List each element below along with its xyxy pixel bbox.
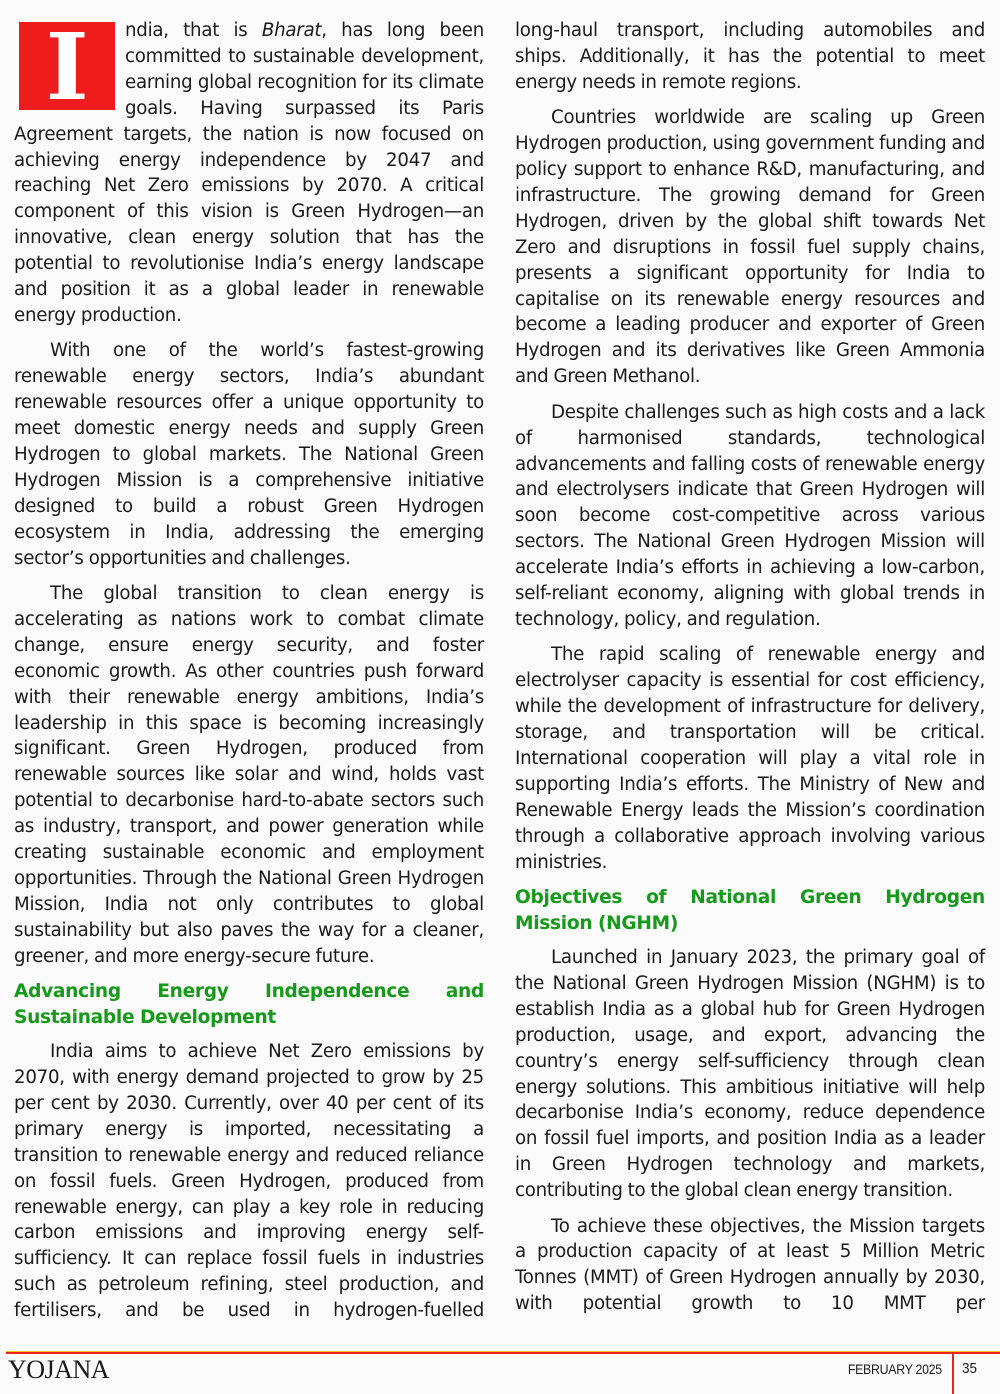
intro-text-rest: , has long been committed to sustainable development, earning global recognition for its climate goals. Having surpassed its Paris Agreement targets, the nation is now focused on achieving energy independence by 2047 and reaching Net Zero emissions by 2070. A critical component of this vision is Green Hydrogen—an innovative, clean energy solution that has the potential to revolutionise India’s energy landscape and position it as a global leader in renewable energy production. [14, 20, 484, 326]
paragraph: Despite challenges such as high costs and a lack of harmonised standards, technological advancements and falling costs of renewable energy and electrolysers indicate that Green Hydrogen will soon become cost-competitive across various sectors. The National Green Hydrogen Mission will accelerate India’s efforts in achieving a low-carbon, self-reliant economy, aligning with global trends in technology, policy, and regulation. [515, 401, 985, 630]
right-column [515, 18, 985, 1327]
paragraph: India aims to achieve Net Zero emissions by 2070, with energy demand projected to grow by 25 per cent by 2030. Currently, over 40 per cent of its primary energy is imported, necessitating a transition to renewable energy and reduced reliance on fossil fuels. Green Hydrogen, produced from renewable energy, can play a key role in reducing carbon emissions and improving energy self-sufficiency. It can replace fossil fuels in industries such as petroleum refining, steel production, and fertilisers, and be used in hydrogen-fuelled [14, 1041, 484, 1322]
paragraph: Launched in January 2023, the primary goal of the National Green Hydrogen Mission (NGHM) is to establish India as a global hub for Green Hydrogen production, usage, and export, advancing the country’s energy self-sufficiency through clean energy solutions. This ambitious initiative will help decarbonise India’s economy, reduce dependence on fossil fuel imports, and position India as a leader in Green Hydrogen technology and markets, contributing to the global clean energy transition. [515, 947, 985, 1202]
section-heading-energy-independence: Advancing Energy Independence and Sustainable Development [14, 981, 484, 1028]
intro-text-start: ndia, that is [125, 20, 262, 41]
intro-paragraph [14, 13, 484, 329]
left-column [14, 13, 484, 1334]
paragraph: long-haul transport, including automobiles and ships. Additionally, it has the potential to meet energy needs in remote regions. [515, 20, 985, 93]
page-number: 35 [962, 1360, 978, 1377]
issue-date: FEBRUARY 2025 [847, 1361, 942, 1377]
publication-name: YOJANA [8, 1355, 109, 1384]
paragraph: The global transition to clean energy is accelerating as nations work to combat climate change, ensure energy security, and foster economic growth. As other countries push forward with their renewable energy ambitions, India’s leadership in this space is becoming increasingly significant. Green Hydrogen, produced from renewable sources like solar and wind, holds vast potential to decarbonise hard-to-abate sectors such as industry, transport, and power generation while creating sustainable economic and employment opportunities. Through the National Green Hydrogen Mission, India not only contributes to global sustainability but also paves the way for a cleaner, greener, and more energy-secure future. [14, 583, 484, 967]
paragraph: To achieve these objectives, the Mission targets a production capacity of at least 5 Million Metric Tonnes (MMT) of Green Hydrogen annually by 2030, with potential growth to 10 MMT per [515, 1215, 985, 1315]
footer-vertical-divider [952, 1352, 954, 1394]
paragraph: Countries worldwide are scaling up Green Hydrogen production, using government funding and policy support to enhance R&D, manufacturing, and infrastructure. The growing demand for Green Hydrogen, driven by the global shift towards Net Zero and disruptions in fossil fuel supply chains, presents a significant opportunity for India to capitalise on its renewable energy resources and become a leading producer and exporter of Green Hydrogen and its derivatives like Green Ammonia and Green Methanol. [515, 107, 985, 388]
footer-divider [6, 1351, 1000, 1354]
italic-bharat: Bharat [261, 20, 322, 41]
paragraph: With one of the world’s fastest-growing renewable energy sectors, India’s abundant renewable resources offer a unique opportunity to meet domestic energy needs and supply Green Hydrogen to global markets. The National Green Hydrogen Mission is a comprehensive initiative designed to build a robust Green Hydrogen ecosystem in India, addressing the emerging sector’s opportunities and challenges. [14, 340, 484, 569]
drop-cap: I [19, 22, 115, 110]
paragraph: The rapid scaling of renewable energy and electrolyser capacity is essential for cost efficiency, while the development of infrastructure for delivery, storage, and transportation will be critical. International cooperation will play a vital role in supporting India’s efforts. The Ministry of New and Renewable Energy leads the Mission’s coordination through a collaborative approach involving various ministries. [515, 644, 985, 873]
section-heading-nghm-objectives: Objectives of National Green Hydrogen Mission (NGHM) [515, 887, 985, 934]
